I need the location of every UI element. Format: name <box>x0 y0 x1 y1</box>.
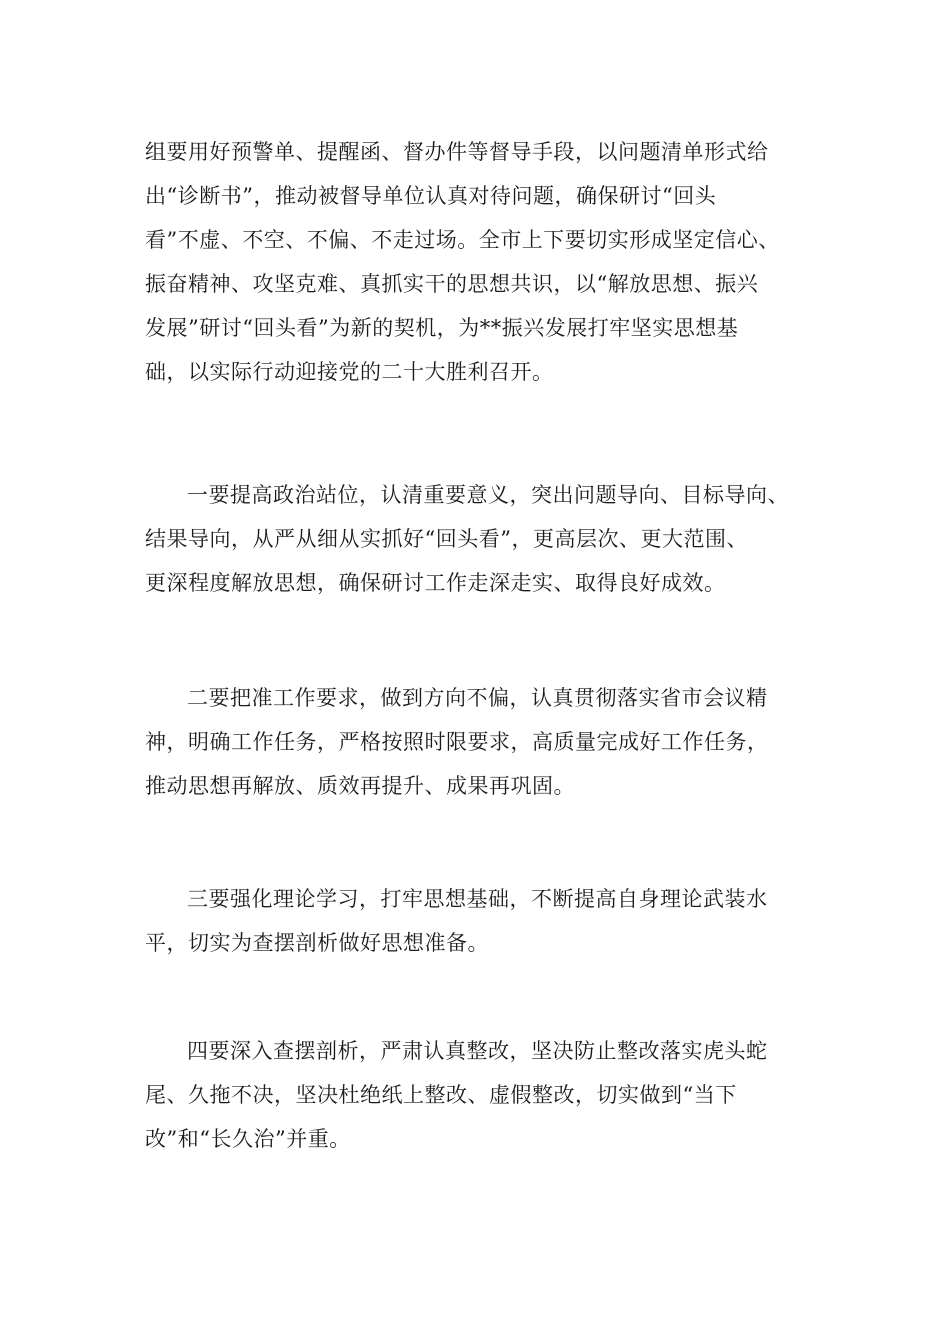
paragraph-line: 三要强化理论学习，打牢思想基础，不断提高自身理论武装水 <box>187 887 768 911</box>
paragraph-line: 改”和“长久治”并重。 <box>145 1127 351 1151</box>
paragraph-line: 二要把准工作要求，做到方向不偏，认真贯彻落实省市会议精 <box>187 686 768 710</box>
paragraph-continuation <box>145 130 830 394</box>
paragraph-line: 尾、久拖不决，坚决杜绝纸上整改、虚假整改，切实做到“当下 <box>145 1083 737 1107</box>
paragraph-requirement-three <box>145 877 830 965</box>
paragraph-line: 神，明确工作任务，严格按照时限要求，高质量完成好工作任务， <box>145 730 769 754</box>
paragraph-requirement-one <box>145 473 830 605</box>
paragraph-line: 更深程度解放思想，确保研讨工作走深走实、取得良好成效。 <box>145 571 726 595</box>
paragraph-line: 一要提高政治站位，认清重要意义，突出问题导向、目标导向、 <box>187 483 789 507</box>
paragraph-requirement-four <box>145 1029 830 1161</box>
paragraph-line: 振奋精神、攻坚克难、真抓实干的思想共识，以“解放思想、振兴 <box>145 272 759 296</box>
paragraph-line: 组要用好预警单、提醒函、督办件等督导手段，以问题清单形式给 <box>145 140 769 164</box>
paragraph-line: 础，以实际行动迎接党的二十大胜利召开。 <box>145 360 554 384</box>
paragraph-line: 结果导向，从严从细从实抓好“回头看”，更高层次、更大范围、 <box>145 527 748 551</box>
paragraph-line: 平，切实为查摆剖析做好思想准备。 <box>145 931 489 955</box>
paragraph-line: 四要深入查摆剖析，严肃认真整改，坚决防止整改落实虎头蛇 <box>187 1039 768 1063</box>
paragraph-requirement-two <box>145 676 830 808</box>
paragraph-line: 发展”研讨“回头看”为新的契机，为**振兴发展打牢坚实思想基 <box>145 316 739 340</box>
paragraph-line: 看”不虚、不空、不偏、不走过场。全市上下要切实形成坚定信心、 <box>145 228 780 252</box>
paragraph-line: 出“诊断书”，推动被督导单位认真对待问题，确保研讨“回头 <box>145 184 717 208</box>
paragraph-line: 推动思想再解放、质效再提升、成果再巩固。 <box>145 774 575 798</box>
